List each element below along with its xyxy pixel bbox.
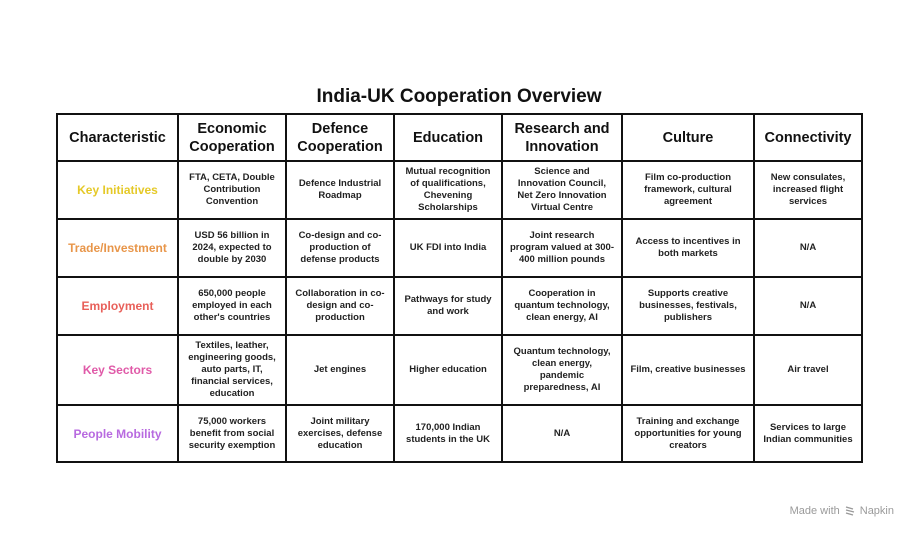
table-cell: Access to incentives in both markets — [622, 219, 754, 277]
table-cell: Co-design and co-production of defense products — [286, 219, 394, 277]
table-cell: N/A — [754, 219, 862, 277]
row-label: Trade/Investment — [57, 219, 178, 277]
table-cell: Services to large Indian communities — [754, 405, 862, 462]
table-cell: N/A — [502, 405, 622, 462]
table-cell: Joint military exercises, defense education — [286, 405, 394, 462]
table-cell: Pathways for study and work — [394, 277, 502, 335]
table-row — [57, 335, 862, 405]
table-cell: Collaboration in co-design and co-production — [286, 277, 394, 335]
table-cell: USD 56 billion in 2024, expected to double by 2030 — [178, 219, 286, 277]
table-cell: New consulates, increased flight services — [754, 161, 862, 219]
made-with-label: Made with — [789, 505, 840, 517]
header-row — [57, 114, 862, 161]
napkin-brand-label: Napkin — [859, 505, 894, 517]
table-cell: Textiles, leather, engineering goods, auto parts, IT, financial services, education — [178, 335, 286, 405]
header-research: Research and Innovation — [502, 114, 622, 161]
table-cell: Jet engines — [286, 335, 394, 405]
header-characteristic: Characteristic — [57, 114, 178, 161]
table-row — [57, 161, 862, 219]
table-cell: FTA, CETA, Double Contribution Convention — [178, 161, 286, 219]
header-defence: Defence Cooperation — [286, 114, 394, 161]
header-education: Education — [394, 114, 502, 161]
table-cell: Film co-production framework, cultural agreement — [622, 161, 754, 219]
table-cell: 75,000 workers benefit from social security exemption — [178, 405, 286, 462]
table-cell: Science and Innovation Council, Net Zero Innovation Virtual Centre — [502, 161, 622, 219]
table-row — [57, 405, 862, 462]
table-cell: Film, creative businesses — [622, 335, 754, 405]
table-cell: Air travel — [754, 335, 862, 405]
row-label: People Mobility — [57, 405, 178, 462]
table-cell: 170,000 Indian students in the UK — [394, 405, 502, 462]
table-cell: Training and exchange opportunities for young creators — [622, 405, 754, 462]
table-cell: Defence Industrial Roadmap — [286, 161, 394, 219]
table-cell: Higher education — [394, 335, 502, 405]
row-label: Key Sectors — [57, 335, 178, 405]
made-with-napkin-badge[interactable] — [790, 505, 894, 517]
header-economic: Economic Cooperation — [178, 114, 286, 161]
table-cell: Mutual recognition of qualifications, Chevening Scholarships — [394, 161, 502, 219]
table-cell: Cooperation in quantum technology, clean energy, AI — [502, 277, 622, 335]
row-label: Employment — [57, 277, 178, 335]
table-cell: Quantum technology, clean energy, pandemic preparedness, AI — [502, 335, 622, 405]
table-row — [57, 277, 862, 335]
table-cell: Supports creative businesses, festivals, publishers — [622, 277, 754, 335]
header-connectivity: Connectivity — [754, 114, 862, 161]
table-cell: 650,000 people employed in each other's countries — [178, 277, 286, 335]
table-cell: UK FDI into India — [394, 219, 502, 277]
cooperation-table — [56, 113, 863, 463]
table-cell: Joint research program valued at 300-400 million pounds — [502, 219, 622, 277]
napkin-logo-icon — [844, 505, 856, 517]
page-title: India-UK Cooperation Overview — [316, 86, 602, 107]
header-culture: Culture — [622, 114, 754, 161]
table-cell: N/A — [754, 277, 862, 335]
row-label: Key Initiatives — [57, 161, 178, 219]
table-row — [57, 219, 862, 277]
